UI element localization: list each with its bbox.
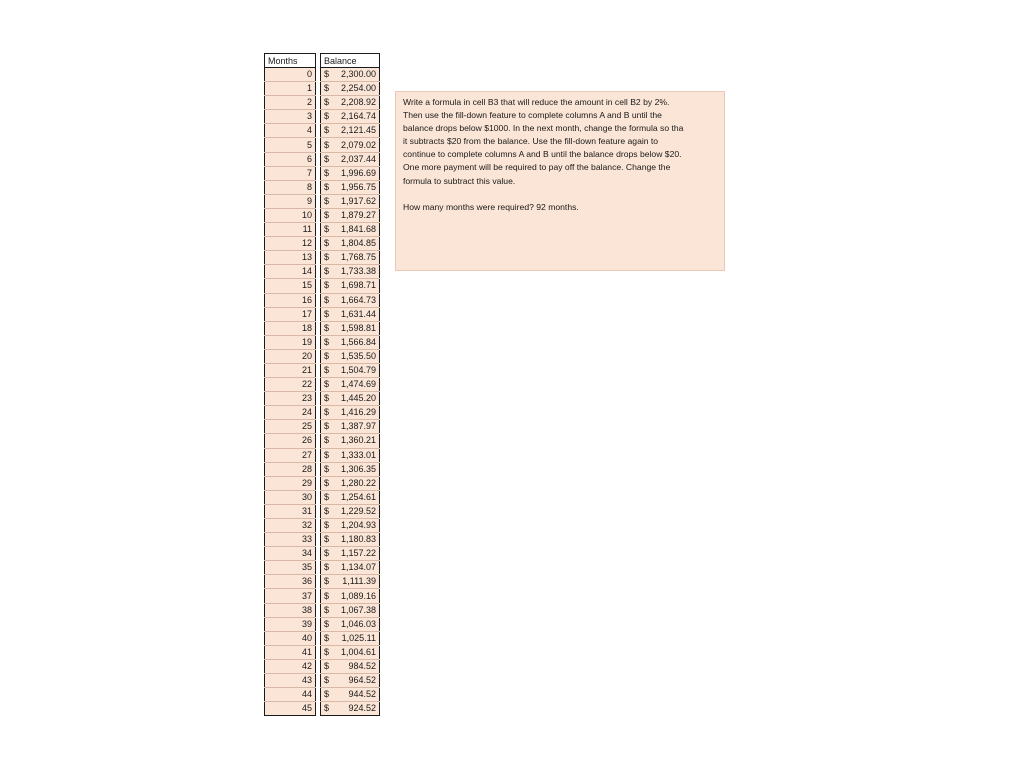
table-row — [265, 631, 380, 645]
month-cell[interactable]: 29 — [265, 476, 316, 490]
balance-value — [324, 406, 376, 419]
table-row — [265, 519, 380, 533]
table-row — [265, 448, 380, 462]
balance-cell[interactable] — [321, 335, 380, 349]
balance-cell[interactable] — [321, 519, 380, 533]
table-row — [265, 124, 380, 138]
currency-symbol: $ — [324, 224, 330, 235]
balance-value — [324, 491, 376, 504]
instruction-line: One more payment will be required to pay off the balance. Change the — [403, 162, 671, 173]
instruction-line: balance drops below $1000. In the next month, change the formula so tha — [403, 123, 684, 134]
table-row — [265, 617, 380, 631]
month-cell[interactable]: 37 — [265, 589, 316, 603]
balance-value — [324, 68, 376, 81]
table-row — [265, 490, 380, 504]
currency-symbol: $ — [324, 505, 330, 516]
currency-symbol: $ — [324, 294, 330, 305]
balance-amount: 924.52 — [348, 703, 376, 714]
balance-amount: 1,280.22 — [340, 477, 376, 488]
balance-table — [264, 53, 380, 716]
balance-amount: 1,089.16 — [340, 590, 376, 601]
balance-cell[interactable] — [321, 589, 380, 603]
balance-cell[interactable] — [321, 110, 380, 124]
month-cell[interactable]: 13 — [265, 251, 316, 265]
month-cell[interactable]: 41 — [265, 645, 316, 659]
balance-amount: 1,996.69 — [340, 167, 376, 178]
balance-amount: 1,004.61 — [340, 646, 376, 657]
instruction-line: Write a formula in cell B3 that will reduce the amount in cell B2 by 2%. — [403, 97, 670, 107]
currency-symbol: $ — [324, 125, 330, 136]
month-cell[interactable]: 45 — [265, 702, 316, 716]
balance-amount: 1,067.38 — [340, 604, 376, 615]
currency-symbol: $ — [324, 435, 330, 446]
balance-value — [324, 82, 376, 95]
month-cell[interactable]: 43 — [265, 674, 316, 688]
balance-value — [324, 167, 376, 180]
balance-cell[interactable] — [321, 194, 380, 208]
table-row — [265, 589, 380, 603]
balance-amount: 2,254.00 — [340, 83, 376, 94]
balance-amount: 1,445.20 — [340, 393, 376, 404]
balance-amount: 1,157.22 — [340, 548, 376, 559]
balance-amount: 2,121.45 — [340, 125, 376, 136]
balance-amount: 1,631.44 — [340, 308, 376, 319]
currency-symbol: $ — [324, 449, 330, 460]
balance-value — [324, 449, 376, 462]
currency-symbol: $ — [324, 689, 330, 700]
currency-symbol: $ — [324, 83, 330, 94]
currency-symbol: $ — [324, 407, 330, 418]
balance-value — [324, 153, 376, 166]
balance-value — [324, 181, 376, 194]
currency-symbol: $ — [324, 308, 330, 319]
balance-cell[interactable] — [321, 504, 380, 518]
currency-symbol: $ — [324, 69, 330, 80]
month-cell[interactable]: 31 — [265, 504, 316, 518]
balance-cell[interactable] — [321, 251, 380, 265]
balance-cell[interactable] — [321, 138, 380, 152]
balance-cell[interactable] — [321, 96, 380, 110]
table-row — [265, 152, 380, 166]
balance-value — [324, 96, 376, 109]
table-row — [265, 688, 380, 702]
balance-amount: 2,164.74 — [340, 111, 376, 122]
balance-cell[interactable] — [321, 68, 380, 82]
balance-amount: 1,733.38 — [340, 266, 376, 277]
table-row — [265, 349, 380, 363]
month-cell[interactable]: 27 — [265, 448, 316, 462]
table-row — [265, 110, 380, 124]
balance-cell[interactable] — [321, 293, 380, 307]
month-cell[interactable]: 35 — [265, 561, 316, 575]
balance-amount: 1,180.83 — [340, 534, 376, 545]
currency-symbol: $ — [324, 97, 330, 108]
balance-value — [324, 688, 376, 701]
balance-value — [324, 434, 376, 447]
balance-value — [324, 463, 376, 476]
balance-cell[interactable] — [321, 307, 380, 321]
balance-cell[interactable] — [321, 265, 380, 279]
month-cell[interactable]: 39 — [265, 617, 316, 631]
balance-amount: 2,079.02 — [340, 139, 376, 150]
month-cell[interactable]: 14 — [265, 265, 316, 279]
balance-amount: 1,254.61 — [340, 491, 376, 502]
balance-value — [324, 420, 376, 433]
table-row — [265, 603, 380, 617]
table-row — [265, 208, 380, 222]
balance-value — [324, 561, 376, 574]
balance-cell[interactable] — [321, 688, 380, 702]
balance-amount: 1,025.11 — [341, 632, 376, 643]
balance-cell[interactable] — [321, 575, 380, 589]
balance-cell[interactable] — [321, 166, 380, 180]
table-row — [265, 547, 380, 561]
month-cell[interactable]: 21 — [265, 363, 316, 377]
table-row — [265, 462, 380, 476]
balance-cell[interactable] — [321, 448, 380, 462]
month-cell[interactable]: 30 — [265, 490, 316, 504]
balance-cell[interactable] — [321, 659, 380, 673]
month-cell[interactable]: 10 — [265, 208, 316, 222]
balance-amount: 1,804.85 — [340, 238, 376, 249]
currency-symbol: $ — [324, 266, 330, 277]
balance-amount: 1,229.52 — [340, 505, 376, 516]
balance-value — [324, 618, 376, 631]
instruction-lines — [403, 96, 724, 188]
balance-cell[interactable] — [321, 392, 380, 406]
balance-value — [324, 237, 376, 250]
balance-value — [324, 336, 376, 349]
currency-symbol: $ — [324, 675, 330, 686]
table-row — [265, 265, 380, 279]
instruction-line: Then use the fill-down feature to complete columns A and B until the — [403, 110, 662, 121]
month-cell[interactable]: 26 — [265, 434, 316, 448]
table-row — [265, 279, 380, 293]
month-cell[interactable]: 12 — [265, 237, 316, 251]
balance-value — [324, 575, 376, 588]
balance-amount: 1,504.79 — [340, 365, 376, 376]
month-cell[interactable]: 0 — [265, 68, 316, 82]
table-row — [265, 96, 380, 110]
currency-symbol: $ — [324, 632, 330, 643]
month-cell[interactable]: 33 — [265, 533, 316, 547]
balance-amount: 1,306.35 — [340, 463, 376, 474]
balance-value — [324, 265, 376, 278]
month-cell[interactable]: 8 — [265, 180, 316, 194]
month-cell[interactable]: 23 — [265, 392, 316, 406]
balance-amount: 964.52 — [348, 675, 376, 686]
balance-value — [324, 322, 376, 335]
table-row — [265, 561, 380, 575]
month-cell[interactable]: 42 — [265, 659, 316, 673]
month-cell[interactable]: 1 — [265, 82, 316, 96]
table-row — [265, 659, 380, 673]
month-cell[interactable]: 3 — [265, 110, 316, 124]
table-row — [265, 504, 380, 518]
balance-amount: 2,300.00 — [340, 69, 376, 80]
balance-value — [324, 660, 376, 673]
table-row — [265, 420, 380, 434]
balance-amount: 944.52 — [348, 689, 376, 700]
month-cell[interactable]: 19 — [265, 335, 316, 349]
balance-cell[interactable] — [321, 321, 380, 335]
currency-symbol: $ — [324, 139, 330, 150]
balance-value — [324, 378, 376, 391]
balance-cell[interactable] — [321, 124, 380, 138]
currency-symbol: $ — [324, 280, 330, 291]
balance-amount: 1,387.97 — [340, 421, 376, 432]
table-row — [265, 251, 380, 265]
month-cell[interactable]: 15 — [265, 279, 316, 293]
balance-value — [324, 308, 376, 321]
currency-symbol: $ — [324, 703, 330, 714]
balance-value — [324, 350, 376, 363]
balance-amount: 1,664.73 — [340, 294, 376, 305]
balance-value — [324, 209, 376, 222]
balance-amount: 1,134.07 — [340, 562, 376, 573]
month-cell[interactable]: 22 — [265, 378, 316, 392]
table-row — [265, 702, 380, 716]
currency-symbol: $ — [324, 111, 330, 122]
currency-symbol: $ — [324, 562, 330, 573]
currency-symbol: $ — [324, 477, 330, 488]
table-row — [265, 68, 380, 82]
header-row — [265, 54, 380, 68]
table-row — [265, 363, 380, 377]
balance-cell[interactable] — [321, 702, 380, 716]
table-row — [265, 645, 380, 659]
currency-symbol: $ — [324, 520, 330, 531]
currency-symbol: $ — [324, 548, 330, 559]
balance-value — [324, 547, 376, 560]
month-cell[interactable]: 4 — [265, 124, 316, 138]
month-cell[interactable]: 2 — [265, 96, 316, 110]
balance-amount: 1,841.68 — [340, 224, 376, 235]
table-row — [265, 293, 380, 307]
table-row — [265, 180, 380, 194]
table-row — [265, 674, 380, 688]
balance-value — [324, 110, 376, 123]
spacer — [403, 188, 724, 201]
instruction-line: formula to subtract this value. — [403, 175, 516, 186]
balance-amount: 1,535.50 — [340, 350, 376, 361]
month-cell[interactable]: 24 — [265, 406, 316, 420]
balance-amount: 1,566.84 — [340, 336, 376, 347]
month-cell[interactable]: 44 — [265, 688, 316, 702]
month-cell[interactable]: 36 — [265, 575, 316, 589]
balance-value — [324, 124, 376, 137]
month-cell[interactable]: 6 — [265, 152, 316, 166]
months-header[interactable]: Months — [265, 54, 316, 68]
balance-value — [324, 392, 376, 405]
balance-value — [324, 223, 376, 236]
month-cell[interactable]: 18 — [265, 321, 316, 335]
balance-amount: 1,111.39 — [342, 576, 376, 587]
currency-symbol: $ — [324, 322, 330, 333]
month-cell[interactable]: 20 — [265, 349, 316, 363]
table-row — [265, 575, 380, 589]
balance-cell[interactable] — [321, 547, 380, 561]
instruction-line: it subtracts $20 from the balance. Use the fill-down feature again to — [403, 136, 659, 147]
currency-symbol: $ — [324, 379, 330, 390]
balance-amount: 984.52 — [348, 660, 376, 671]
balance-cell[interactable] — [321, 349, 380, 363]
balance-cell[interactable] — [321, 561, 380, 575]
balance-value — [324, 364, 376, 377]
balance-value — [324, 590, 376, 603]
balance-amount: 2,208.92 — [340, 97, 376, 108]
balance-amount: 1,360.21 — [340, 435, 376, 446]
month-cell[interactable]: 16 — [265, 293, 316, 307]
currency-symbol: $ — [324, 604, 330, 615]
balance-cell[interactable] — [321, 434, 380, 448]
balance-cell[interactable] — [321, 237, 380, 251]
balance-amount: 1,879.27 — [340, 209, 376, 220]
currency-symbol: $ — [324, 618, 330, 629]
currency-symbol: $ — [324, 491, 330, 502]
currency-symbol: $ — [324, 153, 330, 164]
instruction-line: continue to complete columns A and B until the balance drops below $20. — [403, 149, 682, 160]
balance-cell[interactable] — [321, 645, 380, 659]
table-row — [265, 166, 380, 180]
balance-cell[interactable] — [321, 378, 380, 392]
month-cell[interactable]: 9 — [265, 194, 316, 208]
balance-cell[interactable] — [321, 208, 380, 222]
balance-value — [324, 139, 376, 152]
balance-cell[interactable] — [321, 180, 380, 194]
currency-symbol: $ — [324, 252, 330, 263]
balance-amount: 1,698.71 — [340, 280, 376, 291]
table-row — [265, 307, 380, 321]
balance-value — [324, 294, 376, 307]
currency-symbol: $ — [324, 421, 330, 432]
table-row — [265, 406, 380, 420]
table-row — [265, 237, 380, 251]
table-row — [265, 194, 380, 208]
month-cell[interactable]: 40 — [265, 631, 316, 645]
balance-value — [324, 195, 376, 208]
balance-cell[interactable] — [321, 533, 380, 547]
currency-symbol: $ — [324, 336, 330, 347]
table-row — [265, 223, 380, 237]
currency-symbol: $ — [324, 393, 330, 404]
month-cell[interactable]: 38 — [265, 603, 316, 617]
balance-cell[interactable] — [321, 490, 380, 504]
balance-amount: 1,956.75 — [340, 181, 376, 192]
currency-symbol: $ — [324, 181, 330, 192]
balance-cell[interactable] — [321, 674, 380, 688]
balance-cell[interactable] — [321, 82, 380, 96]
month-cell[interactable]: 32 — [265, 519, 316, 533]
balance-value — [324, 505, 376, 518]
balance-amount: 1,474.69 — [340, 379, 376, 390]
month-cell[interactable]: 17 — [265, 307, 316, 321]
balance-cell[interactable] — [321, 420, 380, 434]
balance-amount: 1,333.01 — [340, 449, 376, 460]
balance-cell[interactable] — [321, 152, 380, 166]
balance-cell[interactable] — [321, 363, 380, 377]
balance-cell[interactable] — [321, 476, 380, 490]
balance-value — [324, 533, 376, 546]
currency-symbol: $ — [324, 350, 330, 361]
month-cell[interactable]: 11 — [265, 223, 316, 237]
balance-cell[interactable] — [321, 617, 380, 631]
currency-symbol: $ — [324, 646, 330, 657]
currency-symbol: $ — [324, 534, 330, 545]
currency-symbol: $ — [324, 209, 330, 220]
balance-value — [324, 477, 376, 490]
balance-amount: 1,598.81 — [340, 322, 376, 333]
table-row — [265, 476, 380, 490]
month-cell[interactable]: 34 — [265, 547, 316, 561]
balance-amount: 1,917.62 — [340, 195, 376, 206]
question-text: How many months were required? 92 months. — [403, 201, 579, 212]
table-row — [265, 533, 380, 547]
table-row — [265, 82, 380, 96]
balance-value — [324, 646, 376, 659]
month-cell[interactable]: 7 — [265, 166, 316, 180]
balance-cell[interactable] — [321, 462, 380, 476]
currency-symbol: $ — [324, 660, 330, 671]
currency-symbol: $ — [324, 238, 330, 249]
balance-cell[interactable] — [321, 603, 380, 617]
currency-symbol: $ — [324, 463, 330, 474]
balance-value — [324, 632, 376, 645]
balance-amount: 2,037.44 — [340, 153, 376, 164]
instructions-textbox[interactable] — [395, 91, 725, 271]
balance-header[interactable]: Balance — [321, 54, 380, 68]
table-row — [265, 138, 380, 152]
currency-symbol: $ — [324, 167, 330, 178]
table-body — [265, 68, 380, 716]
table-row — [265, 378, 380, 392]
balance-value — [324, 604, 376, 617]
balance-amount: 1,416.29 — [340, 407, 376, 418]
balance-amount: 1,768.75 — [340, 252, 376, 263]
balance-cell[interactable] — [321, 406, 380, 420]
month-cell[interactable]: 5 — [265, 138, 316, 152]
balance-amount: 1,204.93 — [340, 520, 376, 531]
balance-cell[interactable] — [321, 631, 380, 645]
balance-cell[interactable] — [321, 279, 380, 293]
month-cell[interactable]: 25 — [265, 420, 316, 434]
balance-value — [324, 702, 376, 715]
table-row — [265, 434, 380, 448]
currency-symbol: $ — [324, 590, 330, 601]
table-row — [265, 321, 380, 335]
month-cell[interactable]: 28 — [265, 462, 316, 476]
balance-amount: 1,046.03 — [340, 618, 376, 629]
table-row — [265, 392, 380, 406]
balance-value — [324, 519, 376, 532]
balance-value — [324, 674, 376, 687]
table-row — [265, 335, 380, 349]
currency-symbol: $ — [324, 576, 330, 587]
currency-symbol: $ — [324, 195, 330, 206]
currency-symbol: $ — [324, 365, 330, 376]
balance-cell[interactable] — [321, 223, 380, 237]
balance-value — [324, 279, 376, 292]
balance-value — [324, 251, 376, 264]
